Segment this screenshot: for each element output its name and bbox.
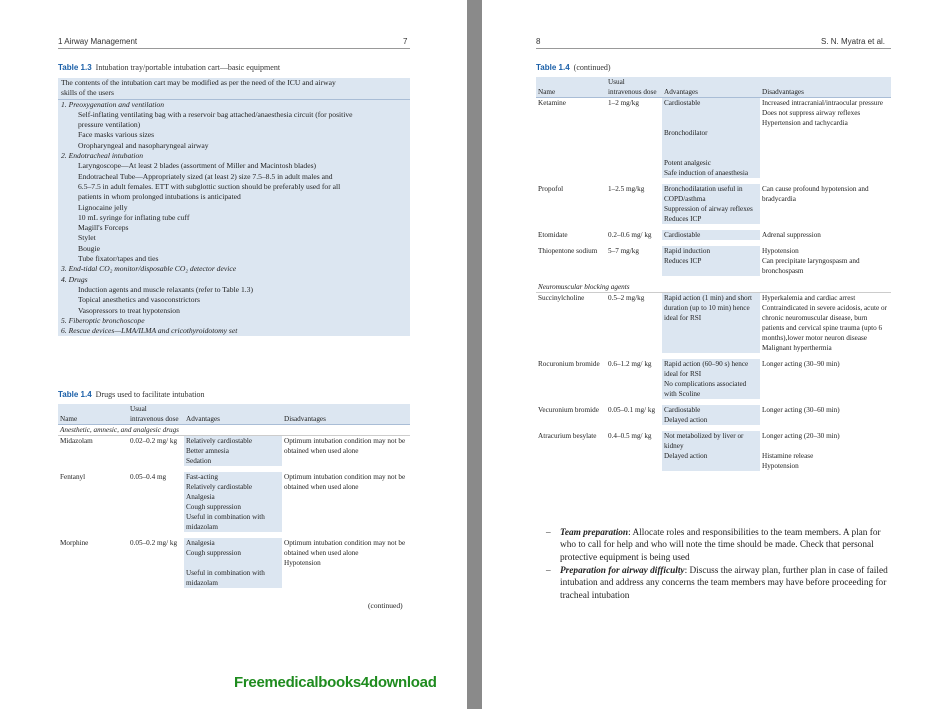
drug-dose: 0.2–0.6 mg/ kg	[608, 231, 652, 239]
drug-dose: 0.4–0.5 mg/ kg	[608, 432, 652, 440]
table-1-3-line: Laryngoscope—At least 2 blades (assortment of Miller and Macintosh blades)	[78, 161, 317, 171]
page-number-left: 7	[403, 37, 408, 46]
drug-name: Succinylcholine	[538, 294, 585, 302]
table-1-3-line: 2. Endotracheal intubation	[61, 151, 144, 161]
drug-name: Etomidate	[538, 231, 568, 239]
table-caption-text: (continued)	[573, 63, 611, 72]
col-header-dose: Usual intravenous dose	[606, 77, 662, 98]
table-1-3-line: Lignocaine jelly	[78, 202, 128, 212]
table-caption-text: Drugs used to facilitate intubation	[95, 390, 205, 399]
table-row	[536, 359, 891, 399]
drug-advantages: Rapid induction Reduces ICP	[662, 246, 760, 276]
col-header-disadvantages: Disadvantages	[282, 404, 410, 425]
table-1-3-line: Oropharyngeal and nasopharyngeal airway	[78, 140, 209, 150]
table-1-3-line: pressure ventilation)	[78, 120, 141, 130]
drug-disadvantages: Hyperkalemia and cardiac arrest Contraindicated in severe acidosis, acute or chronic neuromuscular disease, burn patients and cervical spine trauma (upto 6 months),lower motor neuron disease Malignant hyperthermia	[762, 294, 887, 352]
table-label: Table 1.4	[536, 63, 570, 72]
table-1-3-line: 3. End-tidal CO₂ monitor/disposable CO₂ detector device	[61, 264, 237, 274]
table-1-3-line: 1. Preoxygenation and ventilation	[58, 99, 410, 110]
table-row	[58, 436, 410, 467]
table-row	[536, 98, 891, 179]
drug-name: Fentanyl	[60, 473, 86, 481]
drug-name: Midazolam	[60, 437, 93, 445]
drug-name: Vecuronium bromide	[538, 406, 599, 414]
table-1-3-line: Topical anesthetics and vasoconstrictors	[78, 295, 200, 305]
running-header-left: 1 Airway Management	[58, 37, 138, 46]
watermark: Freemedicalbooks4download	[234, 674, 437, 691]
table-1-4	[58, 404, 410, 594]
table-1-3-line: 10 mL syringe for inflating tube cuff	[78, 212, 190, 222]
drug-dose: 0.5–2 mg/kg	[608, 294, 645, 302]
table-1-3-line: Magill's Forceps	[78, 223, 129, 233]
table-row	[58, 472, 410, 532]
drug-disadvantages: Can cause profound hypotension and bradycardia	[762, 185, 869, 203]
table-1-3-line: 5. Fiberoptic bronchoscope	[61, 315, 145, 325]
bullet-text: : Allocate roles and responsibilities to the team members. A plan for who to call for help and who will note the time should be made. Check that personal protective equipment is being used	[560, 528, 881, 563]
drug-advantages: Fast-acting Relatively cardiostable Analgesia Cough suppression Useful in combination with midazolam	[184, 472, 282, 532]
table-1-3-line: 6.5–7.5 in adult females. ETT with subglottic suction should be preferably used for all	[78, 181, 341, 191]
drug-dose: 1–2 mg/kg	[608, 99, 639, 107]
drug-disadvantages: Hypotension Can precipitate laryngospasm and bronchospasm	[762, 247, 860, 275]
table-caption-text: Intubation tray/portable intubation cart—basic equipment	[95, 63, 281, 72]
drug-advantages: Rapid action (1 min) and short duration (up to 10 min) hence ideal for RSI	[662, 293, 760, 354]
drug-advantages: Relatively cardiostable Better amnesia Sedation	[184, 436, 282, 467]
drug-dose: 0.05–0.1 mg/ kg	[608, 406, 656, 414]
drug-advantages: Cardiostable	[662, 230, 760, 240]
page-number-right: 8	[536, 37, 541, 46]
table-1-3-line: The contents of the intubation cart may be modified as per the need of the ICU and airway	[61, 78, 336, 87]
col-header-disadvantages: Disadvantages	[760, 77, 891, 98]
table-row	[536, 184, 891, 224]
table-1-3-line: Stylet	[78, 233, 96, 243]
drug-dose: 5–7 mg/kg	[608, 247, 639, 255]
drug-disadvantages: Longer acting (30–90 min)	[762, 360, 840, 368]
table-1-4-continued	[536, 77, 891, 477]
table-1-4-caption	[58, 390, 205, 399]
table-row	[536, 246, 891, 276]
bullet-heading: Preparation for airway difficulty	[560, 566, 685, 576]
table-1-3-line: 6. Rescue devices—LMA/ILMA and cricothyroidotomy set	[61, 326, 238, 336]
drug-name: Atracurium besylate	[538, 432, 597, 440]
drug-dose: 1–2.5 mg/kg	[608, 185, 645, 193]
header-rule	[58, 48, 410, 49]
right-page	[482, 0, 949, 709]
drug-advantages: Cardiostable Bronchodilator Potent analgesic Safe induction of anaesthesia	[662, 98, 760, 179]
drug-advantages: Cardiostable Delayed action	[662, 405, 760, 425]
drug-name: Morphine	[60, 539, 89, 547]
bullet-airway-difficulty: – Preparation for airway difficulty: Discuss the airway plan, further plan in case of failed intubation and address any concerns the team members may have before proceeding for tracheal intubation	[546, 566, 888, 601]
drug-advantages: Not metabolized by liver or kidney Delayed action	[662, 431, 760, 471]
col-header-name: Name	[58, 404, 128, 425]
bullet-team-preparation: – Team preparation: Allocate roles and responsibilities to the team members. A plan for who to call for help and who will note the time should be made. Check that personal protective equipment is being used	[546, 528, 881, 563]
table-1-3-line: skills of the users	[61, 88, 114, 98]
drug-dose: 0.05–0.4 mg	[130, 473, 167, 481]
table-row	[536, 405, 891, 425]
drug-dose: 0.02–0.2 mg/ kg	[130, 437, 178, 445]
col-header-dose: Usual intravenous dose	[128, 404, 184, 425]
drug-disadvantages: Longer acting (30–60 min)	[762, 406, 840, 414]
table-row	[58, 538, 410, 588]
drug-name: Rocuronium bromide	[538, 360, 600, 368]
drug-disadvantages: Optimum intubation condition may not be obtained when used alone Hypotension	[284, 539, 406, 567]
table-1-3-line: Bougie	[78, 243, 100, 253]
table-row	[536, 431, 891, 471]
continued-note: (continued)	[368, 601, 403, 610]
table-1-3	[58, 78, 410, 336]
table-label: Table 1.4	[58, 390, 92, 399]
table-1-3-line: patients in whom prolonged intubations is anticipated	[78, 192, 241, 202]
drug-dose: 0.6–1.2 mg/ kg	[608, 360, 652, 368]
table-section-heading: Anesthetic, amnesic, and analgesic drugs	[58, 425, 410, 436]
table-1-3-line: Tube fixator/tapes and ties	[78, 254, 159, 264]
drug-disadvantages: Adrenal suppression	[762, 231, 821, 239]
col-header-name: Name	[536, 77, 606, 98]
header-rule	[536, 48, 891, 49]
col-header-advantages: Advantages	[662, 77, 760, 98]
drug-name: Ketamine	[538, 99, 566, 107]
table-1-3-line: Induction agents and muscle relaxants (refer to Table 1.3)	[78, 284, 253, 294]
table-section-heading: Neuromuscular blocking agents	[536, 282, 891, 293]
drug-disadvantages: Optimum intubation condition may not be obtained when used alone	[284, 437, 406, 455]
table-1-4-continued-caption	[536, 63, 611, 72]
table-label: Table 1.3	[58, 63, 92, 72]
table-1-3-line: Vasopressors to treat hypotension	[78, 305, 180, 315]
drug-disadvantages: Optimum intubation condition may not be obtained when used alone	[284, 473, 406, 491]
table-1-3-line: Self-inflating ventilating bag with a reservoir bag attached/anaesthesia circuit (for positive	[78, 109, 353, 119]
col-header-advantages: Advantages	[184, 404, 282, 425]
table-row	[536, 230, 891, 240]
drug-disadvantages: Longer acting (20–30 min) Histamine release Hypotension	[762, 432, 840, 470]
drug-name: Propofol	[538, 185, 564, 193]
bullet-text: : Discuss the airway plan, further plan in case of failed intubation and address any concerns the team members may have before proceeding for tracheal intubation	[560, 566, 888, 601]
drug-advantages: Bronchodilatation useful in COPD/asthma Suppression of airway reflexes Reduces ICP	[662, 184, 760, 224]
table-1-3-caption	[58, 63, 280, 72]
drug-disadvantages: Increased intracranial/intraocular pressure Does not suppress airway reflexes Hypertension and tachycardia	[762, 99, 883, 127]
drug-name: Thiopentone sodium	[538, 247, 598, 255]
bullet-heading: Team preparation	[560, 528, 629, 538]
left-page	[0, 0, 467, 709]
drug-advantages: Rapid action (60–90 s) hence ideal for RSI No complications associated with Scoline	[662, 359, 760, 399]
table-1-3-line: Face masks various sizes	[78, 130, 155, 140]
drug-dose: 0.05–0.2 mg/ kg	[130, 539, 178, 547]
table-row	[536, 293, 891, 354]
table-1-3-line: 4. Drugs	[61, 274, 88, 284]
running-header-right: S. N. Myatra et al.	[821, 37, 886, 46]
table-1-3-line: Endotracheal Tube—Appropriately sized (at least 2) size 7.5–8.5 in adult males and	[78, 171, 333, 181]
drug-advantages: Analgesia Cough suppression Useful in combination with midazolam	[184, 538, 282, 588]
